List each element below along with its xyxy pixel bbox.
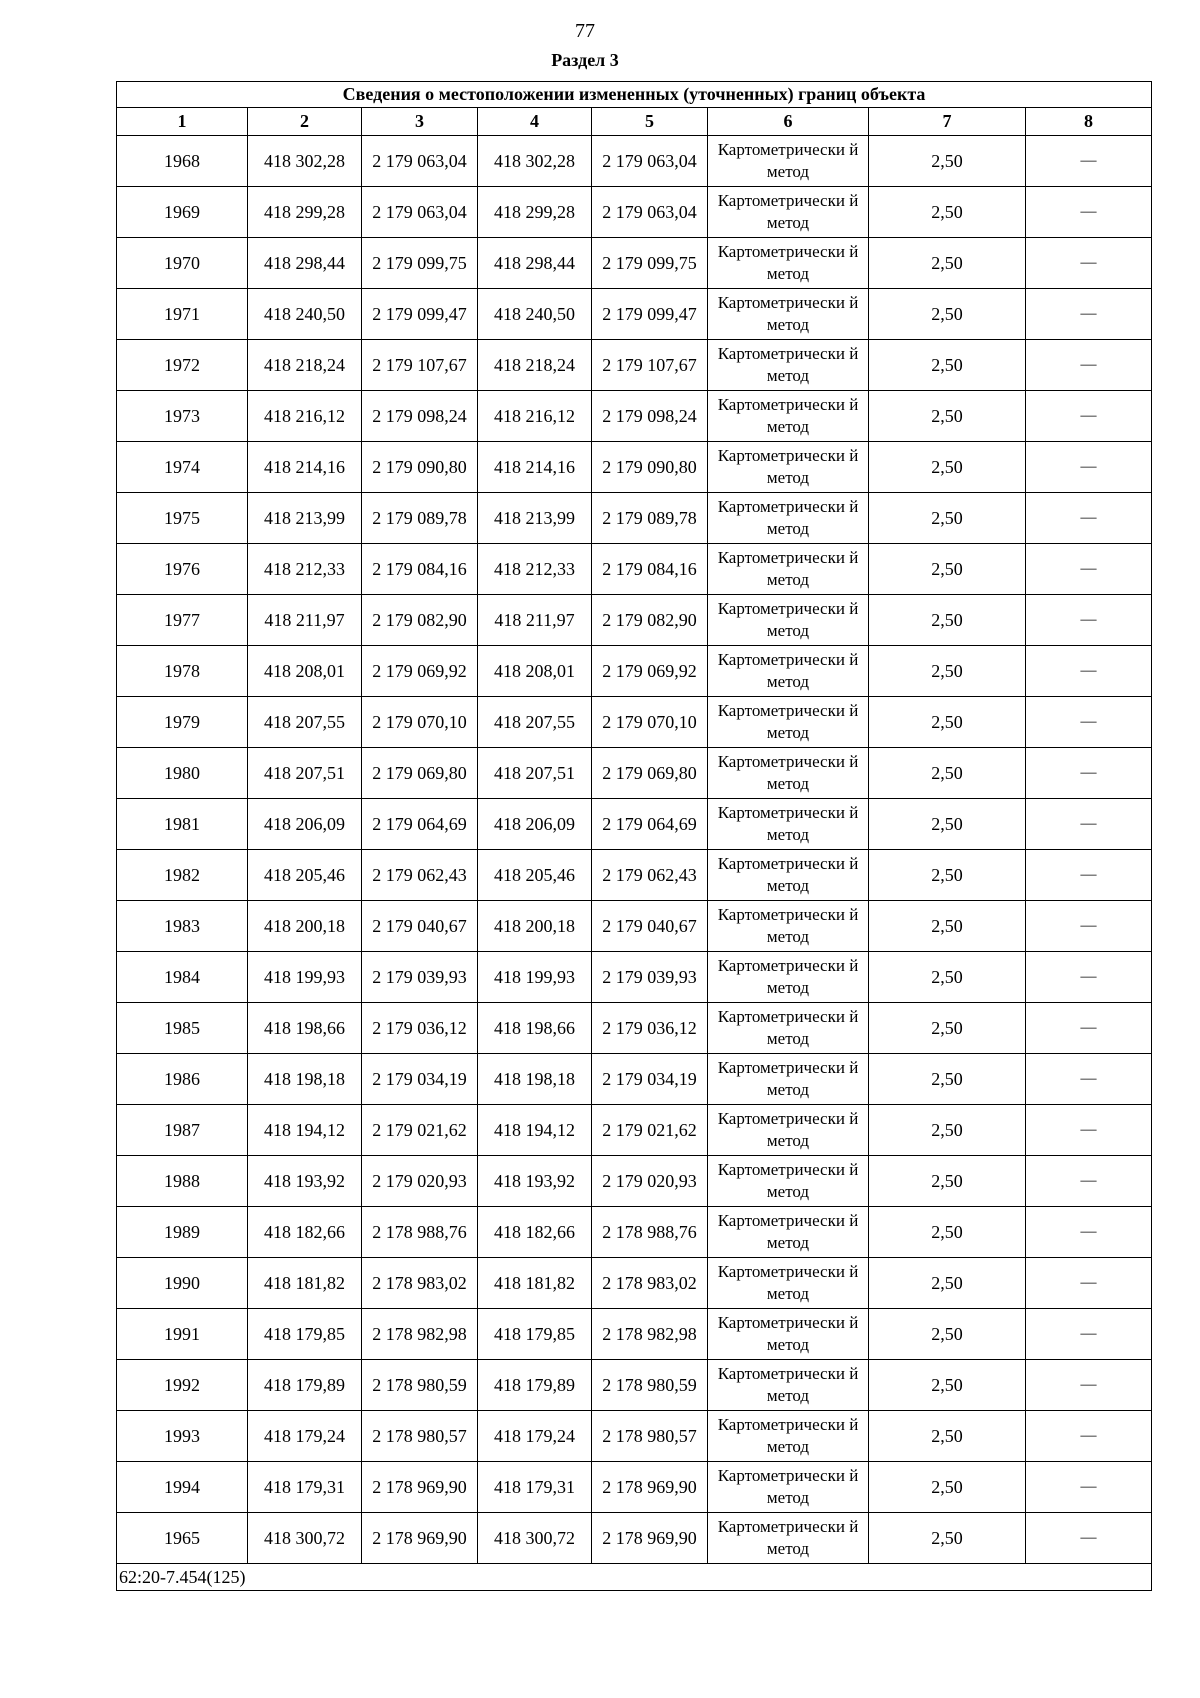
cell-accuracy: 2,50 — [869, 1207, 1026, 1258]
cell-y-existing: 2 178 969,90 — [362, 1462, 478, 1513]
column-number-row — [117, 108, 1152, 136]
cell-description: — — [1026, 1309, 1152, 1360]
cell-x-new: 418 216,12 — [478, 391, 592, 442]
cell-y-existing: 2 178 980,59 — [362, 1360, 478, 1411]
cell-x-existing: 418 207,51 — [248, 748, 362, 799]
table-row — [117, 1105, 1152, 1156]
cell-y-new: 2 179 107,67 — [592, 340, 708, 391]
cell-description: — — [1026, 1462, 1152, 1513]
cell-description: — — [1026, 748, 1152, 799]
cell-method: Картометрически й метод — [708, 646, 869, 697]
cell-y-new: 2 179 021,62 — [592, 1105, 708, 1156]
cell-x-existing: 418 216,12 — [248, 391, 362, 442]
cell-x-new: 418 212,33 — [478, 544, 592, 595]
cell-y-existing: 2 179 084,16 — [362, 544, 478, 595]
cell-point-number: 1981 — [117, 799, 248, 850]
cell-point-number: 1982 — [117, 850, 248, 901]
cell-description: — — [1026, 544, 1152, 595]
cell-y-new: 2 179 063,04 — [592, 136, 708, 187]
cell-y-existing: 2 179 099,47 — [362, 289, 478, 340]
cell-x-existing: 418 302,28 — [248, 136, 362, 187]
cell-y-existing: 2 179 089,78 — [362, 493, 478, 544]
cell-accuracy: 2,50 — [869, 136, 1026, 187]
table-row — [117, 1003, 1152, 1054]
table-row — [117, 901, 1152, 952]
cell-method: Картометрически й метод — [708, 1411, 869, 1462]
cell-method: Картометрически й метод — [708, 493, 869, 544]
cell-description: — — [1026, 799, 1152, 850]
cell-x-existing: 418 208,01 — [248, 646, 362, 697]
cell-description: — — [1026, 850, 1152, 901]
cell-y-new: 2 179 020,93 — [592, 1156, 708, 1207]
table-row — [117, 544, 1152, 595]
cell-accuracy: 2,50 — [869, 799, 1026, 850]
cell-accuracy: 2,50 — [869, 748, 1026, 799]
cell-x-new: 418 179,31 — [478, 1462, 592, 1513]
cell-x-existing: 418 299,28 — [248, 187, 362, 238]
cell-y-existing: 2 179 063,04 — [362, 136, 478, 187]
cell-description: — — [1026, 136, 1152, 187]
cell-accuracy: 2,50 — [869, 1003, 1026, 1054]
cell-y-new: 2 178 980,59 — [592, 1360, 708, 1411]
cell-x-new: 418 302,28 — [478, 136, 592, 187]
cell-accuracy: 2,50 — [869, 1513, 1026, 1564]
table-row — [117, 1462, 1152, 1513]
cell-description: — — [1026, 187, 1152, 238]
cell-x-existing: 418 198,66 — [248, 1003, 362, 1054]
cell-description: — — [1026, 952, 1152, 1003]
cell-x-existing: 418 182,66 — [248, 1207, 362, 1258]
cell-method: Картометрически й метод — [708, 1054, 869, 1105]
cell-point-number: 1990 — [117, 1258, 248, 1309]
cell-y-existing: 2 179 036,12 — [362, 1003, 478, 1054]
cell-x-existing: 418 198,18 — [248, 1054, 362, 1105]
cell-y-existing: 2 179 040,67 — [362, 901, 478, 952]
cell-accuracy: 2,50 — [869, 238, 1026, 289]
cell-point-number: 1972 — [117, 340, 248, 391]
table-row — [117, 850, 1152, 901]
table-row — [117, 1054, 1152, 1105]
cell-point-number: 1984 — [117, 952, 248, 1003]
cell-description: — — [1026, 1156, 1152, 1207]
cell-point-number: 1969 — [117, 187, 248, 238]
table-caption: Сведения о местоположении измененных (уточненных) границ объекта — [117, 82, 1152, 108]
table-row — [117, 340, 1152, 391]
cell-point-number: 1991 — [117, 1309, 248, 1360]
column-number-8: 8 — [1026, 108, 1152, 136]
cell-x-existing: 418 193,92 — [248, 1156, 362, 1207]
cell-method: Картометрически й метод — [708, 595, 869, 646]
cell-y-existing: 2 179 098,24 — [362, 391, 478, 442]
cell-y-new: 2 178 969,90 — [592, 1462, 708, 1513]
cell-x-existing: 418 206,09 — [248, 799, 362, 850]
cell-y-existing: 2 179 082,90 — [362, 595, 478, 646]
cell-y-existing: 2 178 983,02 — [362, 1258, 478, 1309]
cell-accuracy: 2,50 — [869, 697, 1026, 748]
cell-y-new: 2 179 099,75 — [592, 238, 708, 289]
cell-x-new: 418 182,66 — [478, 1207, 592, 1258]
cell-accuracy: 2,50 — [869, 952, 1026, 1003]
cell-y-new: 2 179 084,16 — [592, 544, 708, 595]
table-row — [117, 391, 1152, 442]
cell-y-new: 2 179 040,67 — [592, 901, 708, 952]
table-row — [117, 187, 1152, 238]
cell-description: — — [1026, 391, 1152, 442]
cell-description: — — [1026, 1105, 1152, 1156]
cell-y-existing: 2 179 090,80 — [362, 442, 478, 493]
cell-accuracy: 2,50 — [869, 340, 1026, 391]
cell-accuracy: 2,50 — [869, 1309, 1026, 1360]
table-row — [117, 493, 1152, 544]
cell-method: Картометрически й метод — [708, 697, 869, 748]
cell-x-existing: 418 218,24 — [248, 340, 362, 391]
cell-accuracy: 2,50 — [869, 901, 1026, 952]
cell-y-new: 2 179 062,43 — [592, 850, 708, 901]
cell-point-number: 1988 — [117, 1156, 248, 1207]
cell-y-new: 2 178 988,76 — [592, 1207, 708, 1258]
cell-accuracy: 2,50 — [869, 187, 1026, 238]
cell-x-new: 418 211,97 — [478, 595, 592, 646]
cell-method: Картометрически й метод — [708, 748, 869, 799]
cell-accuracy: 2,50 — [869, 493, 1026, 544]
cell-x-new: 418 206,09 — [478, 799, 592, 850]
table-row — [117, 289, 1152, 340]
cell-y-existing: 2 179 070,10 — [362, 697, 478, 748]
cell-y-new: 2 178 980,57 — [592, 1411, 708, 1462]
cell-description: — — [1026, 1003, 1152, 1054]
cell-description: — — [1026, 493, 1152, 544]
cell-description: — — [1026, 1411, 1152, 1462]
cell-method: Картометрически й метод — [708, 187, 869, 238]
cell-point-number: 1970 — [117, 238, 248, 289]
cell-point-number: 1977 — [117, 595, 248, 646]
cell-y-existing: 2 179 020,93 — [362, 1156, 478, 1207]
cell-point-number: 1975 — [117, 493, 248, 544]
cell-description: — — [1026, 697, 1152, 748]
cell-accuracy: 2,50 — [869, 646, 1026, 697]
cell-point-number: 1965 — [117, 1513, 248, 1564]
cell-point-number: 1986 — [117, 1054, 248, 1105]
cell-x-new: 418 218,24 — [478, 340, 592, 391]
cell-accuracy: 2,50 — [869, 1156, 1026, 1207]
cell-x-existing: 418 213,99 — [248, 493, 362, 544]
cell-x-existing: 418 199,93 — [248, 952, 362, 1003]
cell-y-existing: 2 179 064,69 — [362, 799, 478, 850]
cell-x-existing: 418 207,55 — [248, 697, 362, 748]
cell-x-new: 418 193,92 — [478, 1156, 592, 1207]
cell-point-number: 1987 — [117, 1105, 248, 1156]
cell-x-new: 418 179,24 — [478, 1411, 592, 1462]
cell-accuracy: 2,50 — [869, 1054, 1026, 1105]
table-row — [117, 1360, 1152, 1411]
cell-point-number: 1993 — [117, 1411, 248, 1462]
cell-method: Картометрически й метод — [708, 1462, 869, 1513]
boundary-coordinates-table — [116, 81, 1152, 1591]
cell-point-number: 1989 — [117, 1207, 248, 1258]
table-row — [117, 748, 1152, 799]
cell-x-new: 418 199,93 — [478, 952, 592, 1003]
column-number-7: 7 — [869, 108, 1026, 136]
table-row — [117, 442, 1152, 493]
page-number: 77 — [575, 20, 595, 42]
cell-point-number: 1971 — [117, 289, 248, 340]
cell-description: — — [1026, 1258, 1152, 1309]
table-row — [117, 1513, 1152, 1564]
cell-description: — — [1026, 442, 1152, 493]
cell-x-new: 418 298,44 — [478, 238, 592, 289]
cell-y-new: 2 179 064,69 — [592, 799, 708, 850]
cell-x-new: 418 213,99 — [478, 493, 592, 544]
cell-y-new: 2 179 069,92 — [592, 646, 708, 697]
cell-x-existing: 418 240,50 — [248, 289, 362, 340]
table-row — [117, 646, 1152, 697]
cell-accuracy: 2,50 — [869, 442, 1026, 493]
column-number-1: 1 — [117, 108, 248, 136]
column-number-3: 3 — [362, 108, 478, 136]
table-body — [117, 136, 1152, 1564]
cell-y-new: 2 179 082,90 — [592, 595, 708, 646]
cell-x-existing: 418 205,46 — [248, 850, 362, 901]
table-row — [117, 1411, 1152, 1462]
cell-x-new: 418 208,01 — [478, 646, 592, 697]
cell-accuracy: 2,50 — [869, 289, 1026, 340]
cell-x-existing: 418 179,24 — [248, 1411, 362, 1462]
cell-method: Картометрически й метод — [708, 289, 869, 340]
cell-x-new: 418 181,82 — [478, 1258, 592, 1309]
table-row — [117, 1207, 1152, 1258]
table-row — [117, 595, 1152, 646]
cell-point-number: 1983 — [117, 901, 248, 952]
cell-x-new: 418 207,51 — [478, 748, 592, 799]
cell-method: Картометрически й метод — [708, 544, 869, 595]
cell-x-new: 418 240,50 — [478, 289, 592, 340]
cell-y-existing: 2 179 039,93 — [362, 952, 478, 1003]
cell-x-existing: 418 179,89 — [248, 1360, 362, 1411]
cell-accuracy: 2,50 — [869, 1360, 1026, 1411]
cell-x-new: 418 300,72 — [478, 1513, 592, 1564]
section-title: Раздел 3 — [551, 50, 619, 70]
cell-point-number: 1976 — [117, 544, 248, 595]
table-row — [117, 238, 1152, 289]
cell-x-new: 418 198,18 — [478, 1054, 592, 1105]
cell-description: — — [1026, 1513, 1152, 1564]
cell-point-number: 1985 — [117, 1003, 248, 1054]
cell-accuracy: 2,50 — [869, 1105, 1026, 1156]
cell-y-new: 2 179 034,19 — [592, 1054, 708, 1105]
cell-y-existing: 2 179 034,19 — [362, 1054, 478, 1105]
cell-accuracy: 2,50 — [869, 1258, 1026, 1309]
cell-y-existing: 2 179 063,04 — [362, 187, 478, 238]
cell-description: — — [1026, 238, 1152, 289]
table-row — [117, 799, 1152, 850]
cell-y-new: 2 179 090,80 — [592, 442, 708, 493]
cell-description: — — [1026, 595, 1152, 646]
cell-method: Картометрически й метод — [708, 238, 869, 289]
cell-x-new: 418 198,66 — [478, 1003, 592, 1054]
cell-method: Картометрически й метод — [708, 1360, 869, 1411]
cell-point-number: 1968 — [117, 136, 248, 187]
cell-method: Картометрически й метод — [708, 1258, 869, 1309]
cell-method: Картометрически й метод — [708, 1003, 869, 1054]
cell-y-existing: 2 179 069,92 — [362, 646, 478, 697]
cell-description: — — [1026, 289, 1152, 340]
cell-y-existing: 2 178 969,90 — [362, 1513, 478, 1564]
cell-y-new: 2 179 039,93 — [592, 952, 708, 1003]
cell-description: — — [1026, 646, 1152, 697]
table-row — [117, 1258, 1152, 1309]
cell-y-new: 2 178 983,02 — [592, 1258, 708, 1309]
column-number-2: 2 — [248, 108, 362, 136]
cell-point-number: 1980 — [117, 748, 248, 799]
cell-x-new: 418 194,12 — [478, 1105, 592, 1156]
cell-x-existing: 418 300,72 — [248, 1513, 362, 1564]
cell-y-existing: 2 179 062,43 — [362, 850, 478, 901]
cell-x-new: 418 200,18 — [478, 901, 592, 952]
cell-y-existing: 2 178 980,57 — [362, 1411, 478, 1462]
cell-method: Картометрически й метод — [708, 442, 869, 493]
cell-method: Картометрически й метод — [708, 391, 869, 442]
cell-y-existing: 2 179 107,67 — [362, 340, 478, 391]
cell-y-existing: 2 179 069,80 — [362, 748, 478, 799]
cell-accuracy: 2,50 — [869, 391, 1026, 442]
cell-x-new: 418 205,46 — [478, 850, 592, 901]
cell-method: Картометрически й метод — [708, 1309, 869, 1360]
cell-y-new: 2 179 089,78 — [592, 493, 708, 544]
cell-x-new: 418 207,55 — [478, 697, 592, 748]
cell-method: Картометрически й метод — [708, 1105, 869, 1156]
column-number-6: 6 — [708, 108, 869, 136]
cell-point-number: 1992 — [117, 1360, 248, 1411]
table-row — [117, 1309, 1152, 1360]
cell-y-new: 2 178 982,98 — [592, 1309, 708, 1360]
table-row — [117, 952, 1152, 1003]
cell-accuracy: 2,50 — [869, 544, 1026, 595]
cell-x-existing: 418 211,97 — [248, 595, 362, 646]
cell-method: Картометрически й метод — [708, 901, 869, 952]
cell-x-existing: 418 214,16 — [248, 442, 362, 493]
cell-x-new: 418 299,28 — [478, 187, 592, 238]
cell-method: Картометрически й метод — [708, 1207, 869, 1258]
document-code: 62:20-7.454(125) — [117, 1564, 1152, 1591]
cell-y-existing: 2 178 982,98 — [362, 1309, 478, 1360]
cell-method: Картометрически й метод — [708, 1513, 869, 1564]
cell-y-existing: 2 179 021,62 — [362, 1105, 478, 1156]
cell-point-number: 1994 — [117, 1462, 248, 1513]
cell-accuracy: 2,50 — [869, 595, 1026, 646]
cell-x-existing: 418 200,18 — [248, 901, 362, 952]
cell-x-existing: 418 212,33 — [248, 544, 362, 595]
cell-method: Картометрически й метод — [708, 952, 869, 1003]
table-row — [117, 136, 1152, 187]
table-row — [117, 697, 1152, 748]
cell-x-new: 418 179,85 — [478, 1309, 592, 1360]
cell-point-number: 1973 — [117, 391, 248, 442]
table-row — [117, 1156, 1152, 1207]
cell-accuracy: 2,50 — [869, 1462, 1026, 1513]
column-number-4: 4 — [478, 108, 592, 136]
cell-y-new: 2 179 063,04 — [592, 187, 708, 238]
cell-y-new: 2 179 070,10 — [592, 697, 708, 748]
cell-x-new: 418 214,16 — [478, 442, 592, 493]
cell-method: Картометрически й метод — [708, 1156, 869, 1207]
cell-y-existing: 2 179 099,75 — [362, 238, 478, 289]
cell-accuracy: 2,50 — [869, 850, 1026, 901]
cell-description: — — [1026, 1054, 1152, 1105]
cell-x-existing: 418 181,82 — [248, 1258, 362, 1309]
cell-point-number: 1974 — [117, 442, 248, 493]
cell-y-new: 2 179 098,24 — [592, 391, 708, 442]
cell-description: — — [1026, 340, 1152, 391]
cell-x-new: 418 179,89 — [478, 1360, 592, 1411]
cell-x-existing: 418 179,31 — [248, 1462, 362, 1513]
cell-x-existing: 418 298,44 — [248, 238, 362, 289]
column-number-5: 5 — [592, 108, 708, 136]
cell-x-existing: 418 179,85 — [248, 1309, 362, 1360]
cell-description: — — [1026, 1360, 1152, 1411]
cell-y-new: 2 178 969,90 — [592, 1513, 708, 1564]
cell-y-new: 2 179 099,47 — [592, 289, 708, 340]
cell-x-existing: 418 194,12 — [248, 1105, 362, 1156]
cell-point-number: 1978 — [117, 646, 248, 697]
cell-method: Картометрически й метод — [708, 799, 869, 850]
cell-point-number: 1979 — [117, 697, 248, 748]
cell-description: — — [1026, 1207, 1152, 1258]
cell-description: — — [1026, 901, 1152, 952]
cell-y-new: 2 179 036,12 — [592, 1003, 708, 1054]
cell-y-existing: 2 178 988,76 — [362, 1207, 478, 1258]
cell-y-new: 2 179 069,80 — [592, 748, 708, 799]
cell-method: Картометрически й метод — [708, 136, 869, 187]
cell-accuracy: 2,50 — [869, 1411, 1026, 1462]
cell-method: Картометрически й метод — [708, 850, 869, 901]
cell-method: Картометрически й метод — [708, 340, 869, 391]
